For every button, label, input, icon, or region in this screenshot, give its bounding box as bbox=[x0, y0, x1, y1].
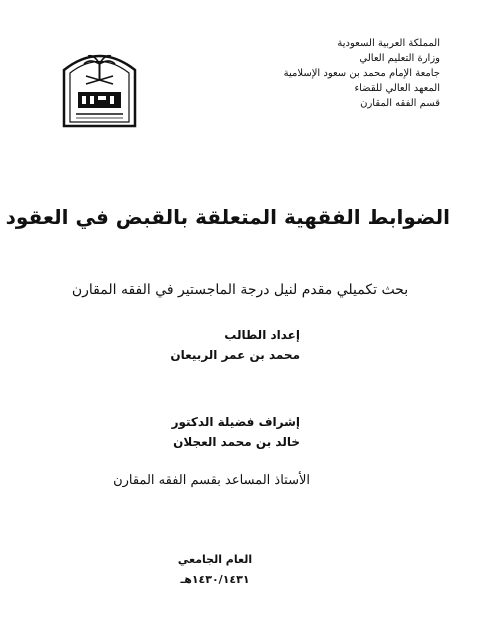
supervisor-label: إشراف فضيلة الدكتور bbox=[171, 415, 300, 429]
academic-year-block bbox=[150, 550, 280, 590]
student-name: محمد بن عمر الربيعان bbox=[170, 348, 300, 362]
header-line-university: جامعة الإمام محمد بن سعود الإسلامية bbox=[283, 68, 440, 79]
student-label: إعداد الطالب bbox=[224, 328, 300, 342]
header-line-institute: المعهد العالي للقضاء bbox=[354, 83, 440, 94]
academic-year-label: العام الجامعي bbox=[177, 553, 253, 566]
supervisor-position: الأستاذ المساعد بقسم الفقه المقارن bbox=[113, 473, 310, 488]
thesis-subtitle: بحث تكميلي مقدم لنيل درجة الماجستير في الفقه المقارن bbox=[71, 282, 409, 298]
supervisor-block bbox=[120, 412, 300, 452]
university-logo bbox=[52, 40, 147, 130]
thesis-title: الضوابط الفقهية المتعلقة بالقبض في العقود bbox=[5, 205, 450, 229]
header-line-ministry: وزارة التعليم العالي bbox=[359, 53, 440, 64]
academic-year-value: ١٤٣٠/١٤٣١هـ bbox=[180, 573, 250, 586]
header-line-department: قسم الفقه المقارن bbox=[360, 98, 440, 109]
institution-header bbox=[250, 36, 440, 111]
supervisor-name: خالد بن محمد العجلان bbox=[173, 435, 300, 449]
student-block bbox=[130, 325, 300, 365]
header-line-country: المملكة العربية السعودية bbox=[337, 38, 440, 49]
